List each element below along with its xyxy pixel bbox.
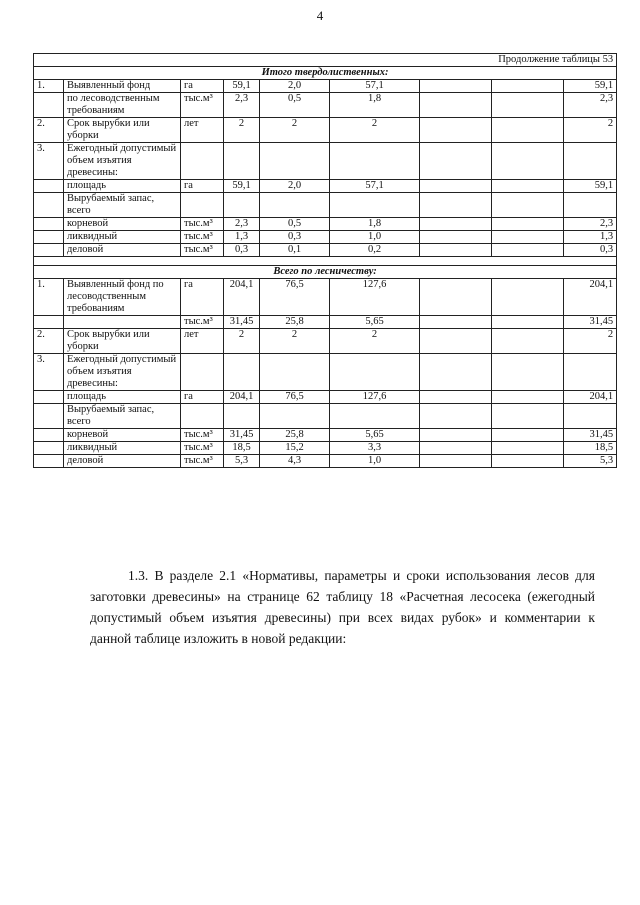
cell-c2: 0,1 xyxy=(260,244,330,257)
table-row xyxy=(34,354,617,391)
cell-c5 xyxy=(492,244,564,257)
cell-unit: тыс.м³ xyxy=(181,244,224,257)
cell-c6: 204,1 xyxy=(564,391,617,404)
cell-num xyxy=(34,429,64,442)
paragraph-text: 1.3. В разделе 2.1 «Нормативы, параметры и сроки использования лесов для заготовки древесины» на странице 62 таблицу 18 «Расчетная лесосека (ежегодный допустимый объем изъятия древесины) при всех видах рубок» и комментарии к данной таблице изложить в новой редакции: xyxy=(90,568,595,646)
cell-num xyxy=(34,244,64,257)
cell-name xyxy=(64,316,181,329)
cell-c2 xyxy=(260,354,330,391)
cell-c1 xyxy=(224,404,260,429)
cell-num xyxy=(34,316,64,329)
cell-c4 xyxy=(420,244,492,257)
cell-c2: 0,5 xyxy=(260,93,330,118)
cell-c1: 2,3 xyxy=(224,93,260,118)
cell-c5 xyxy=(492,404,564,429)
cell-unit: тыс.м³ xyxy=(181,429,224,442)
cell-c6: 59,1 xyxy=(564,180,617,193)
cell-c5 xyxy=(492,118,564,143)
cell-name: ликвидный xyxy=(64,231,181,244)
cell-c5 xyxy=(492,93,564,118)
cell-c3: 1,0 xyxy=(330,455,420,468)
cell-c6 xyxy=(564,193,617,218)
cell-name: Ежегодный допустимый объем изъятия древесины: xyxy=(64,143,181,180)
cell-num: 1. xyxy=(34,80,64,93)
cell-c1: 2 xyxy=(224,329,260,354)
cell-c6: 2 xyxy=(564,329,617,354)
cell-c2: 4,3 xyxy=(260,455,330,468)
cell-c4 xyxy=(420,180,492,193)
cell-c5 xyxy=(492,354,564,391)
cell-c1: 31,45 xyxy=(224,316,260,329)
cell-num xyxy=(34,193,64,218)
cell-c4 xyxy=(420,118,492,143)
cell-c5 xyxy=(492,391,564,404)
cell-c5 xyxy=(492,279,564,316)
cell-c1: 0,3 xyxy=(224,244,260,257)
cell-name: деловой xyxy=(64,244,181,257)
cell-num xyxy=(34,455,64,468)
cell-num: 3. xyxy=(34,354,64,391)
cell-c1: 5,3 xyxy=(224,455,260,468)
cell-name: Вырубаемый запас, всего xyxy=(64,404,181,429)
cell-unit: га xyxy=(181,391,224,404)
table-row xyxy=(34,231,617,244)
cell-c2: 0,3 xyxy=(260,231,330,244)
cell-c4 xyxy=(420,316,492,329)
cell-c6: 1,3 xyxy=(564,231,617,244)
cell-name: ликвидный xyxy=(64,442,181,455)
cell-c3: 1,8 xyxy=(330,218,420,231)
cell-num xyxy=(34,404,64,429)
cell-c1 xyxy=(224,143,260,180)
cell-num xyxy=(34,391,64,404)
table-row xyxy=(34,180,617,193)
cell-c3: 2 xyxy=(330,118,420,143)
cell-c3: 127,6 xyxy=(330,279,420,316)
cell-c6: 2 xyxy=(564,118,617,143)
cell-c5 xyxy=(492,329,564,354)
cell-num: 2. xyxy=(34,118,64,143)
cell-c4 xyxy=(420,193,492,218)
cell-c6: 204,1 xyxy=(564,279,617,316)
cell-c4 xyxy=(420,143,492,180)
page-number: 4 xyxy=(316,8,324,23)
cell-c2: 0,5 xyxy=(260,218,330,231)
table-row xyxy=(34,316,617,329)
cell-name: Срок вырубки или уборки xyxy=(64,118,181,143)
table-row xyxy=(34,404,617,429)
cell-c6: 5,3 xyxy=(564,455,617,468)
cell-c3: 0,2 xyxy=(330,244,420,257)
cell-c3: 57,1 xyxy=(330,180,420,193)
cell-num: 1. xyxy=(34,279,64,316)
cell-c3: 5,65 xyxy=(330,316,420,329)
cell-unit: тыс.м³ xyxy=(181,442,224,455)
cell-c1: 204,1 xyxy=(224,391,260,404)
cell-c1: 31,45 xyxy=(224,429,260,442)
cell-unit: га xyxy=(181,80,224,93)
data-table xyxy=(33,53,617,468)
cell-c1: 1,3 xyxy=(224,231,260,244)
cell-c1: 18,5 xyxy=(224,442,260,455)
cell-c2: 2 xyxy=(260,118,330,143)
cell-c5 xyxy=(492,143,564,180)
cell-c1: 2 xyxy=(224,118,260,143)
cell-c5 xyxy=(492,193,564,218)
cell-unit: тыс.м³ xyxy=(181,455,224,468)
cell-c4 xyxy=(420,279,492,316)
table-row xyxy=(34,391,617,404)
cell-c1 xyxy=(224,354,260,391)
cell-c2: 25,8 xyxy=(260,316,330,329)
table-row xyxy=(34,118,617,143)
cell-c1: 59,1 xyxy=(224,80,260,93)
cell-unit: тыс.м³ xyxy=(181,93,224,118)
table-continuation: Продолжение таблицы 53 xyxy=(34,54,617,67)
cell-c2 xyxy=(260,193,330,218)
cell-num: 3. xyxy=(34,143,64,180)
table-row xyxy=(34,429,617,442)
cell-c1: 2,3 xyxy=(224,218,260,231)
table-row xyxy=(34,143,617,180)
cell-unit xyxy=(181,143,224,180)
cell-c4 xyxy=(420,429,492,442)
cell-num xyxy=(34,93,64,118)
cell-num: 2. xyxy=(34,329,64,354)
cell-c5 xyxy=(492,455,564,468)
cell-c2: 76,5 xyxy=(260,279,330,316)
cell-c5 xyxy=(492,80,564,93)
cell-unit: лет xyxy=(181,118,224,143)
cell-name: Срок вырубки или уборки xyxy=(64,329,181,354)
table-row xyxy=(34,279,617,316)
cell-name: по лесоводственным требованиям xyxy=(64,93,181,118)
cell-unit xyxy=(181,354,224,391)
cell-c3 xyxy=(330,404,420,429)
cell-c6: 31,45 xyxy=(564,316,617,329)
cell-c6: 0,3 xyxy=(564,244,617,257)
cell-c3: 1,0 xyxy=(330,231,420,244)
cell-c3 xyxy=(330,193,420,218)
table-row xyxy=(34,244,617,257)
cell-c2: 2 xyxy=(260,329,330,354)
cell-c3: 127,6 xyxy=(330,391,420,404)
table-row xyxy=(34,455,617,468)
cell-c4 xyxy=(420,354,492,391)
cell-c3: 2 xyxy=(330,329,420,354)
cell-c5 xyxy=(492,180,564,193)
cell-c2: 25,8 xyxy=(260,429,330,442)
cell-c5 xyxy=(492,231,564,244)
cell-c6: 59,1 xyxy=(564,80,617,93)
cell-unit: тыс.м³ xyxy=(181,218,224,231)
cell-c2: 76,5 xyxy=(260,391,330,404)
cell-c6: 18,5 xyxy=(564,442,617,455)
cell-c2: 2,0 xyxy=(260,180,330,193)
cell-c4 xyxy=(420,404,492,429)
cell-name: площадь xyxy=(64,391,181,404)
cell-num xyxy=(34,442,64,455)
cell-c2 xyxy=(260,143,330,180)
cell-unit: га xyxy=(181,180,224,193)
cell-name: площадь xyxy=(64,180,181,193)
paragraph xyxy=(90,565,595,649)
table-row xyxy=(34,218,617,231)
cell-c3 xyxy=(330,354,420,391)
cell-name: корневой xyxy=(64,429,181,442)
cell-name: Выявленный фонд по лесоводственным требованиям xyxy=(64,279,181,316)
cell-name: деловой xyxy=(64,455,181,468)
cell-num xyxy=(34,218,64,231)
cell-unit: лет xyxy=(181,329,224,354)
cell-c1: 204,1 xyxy=(224,279,260,316)
cell-unit xyxy=(181,193,224,218)
cell-c3: 57,1 xyxy=(330,80,420,93)
cell-c4 xyxy=(420,231,492,244)
cell-num xyxy=(34,231,64,244)
cell-c1 xyxy=(224,193,260,218)
cell-unit: тыс.м³ xyxy=(181,231,224,244)
cell-name: Выявленный фонд xyxy=(64,80,181,93)
cell-c6: 2,3 xyxy=(564,93,617,118)
cell-c1: 59,1 xyxy=(224,180,260,193)
cell-c5 xyxy=(492,442,564,455)
cell-name: Ежегодный допустимый объем изъятия древесины: xyxy=(64,354,181,391)
cell-name: Вырубаемый запас, всего xyxy=(64,193,181,218)
cell-c6 xyxy=(564,354,617,391)
section-title: Всего по лесничеству: xyxy=(34,266,617,279)
cell-c6 xyxy=(564,404,617,429)
cell-c6: 31,45 xyxy=(564,429,617,442)
cell-c3 xyxy=(330,143,420,180)
cell-c5 xyxy=(492,429,564,442)
cell-name: корневой xyxy=(64,218,181,231)
table-row xyxy=(34,93,617,118)
section-title: Итого твердолиственных: xyxy=(34,67,617,80)
cell-unit: тыс.м³ xyxy=(181,316,224,329)
table-row xyxy=(34,193,617,218)
cell-c3: 3,3 xyxy=(330,442,420,455)
cell-c4 xyxy=(420,442,492,455)
section-spacer xyxy=(34,257,617,266)
table-row xyxy=(34,329,617,354)
cell-c5 xyxy=(492,316,564,329)
cell-c4 xyxy=(420,329,492,354)
cell-c6: 2,3 xyxy=(564,218,617,231)
cell-c6 xyxy=(564,143,617,180)
cell-unit: га xyxy=(181,279,224,316)
table-row xyxy=(34,442,617,455)
cell-num xyxy=(34,180,64,193)
cell-c2: 15,2 xyxy=(260,442,330,455)
cell-c3: 5,65 xyxy=(330,429,420,442)
cell-c2 xyxy=(260,404,330,429)
table-row xyxy=(34,80,617,93)
cell-c2: 2,0 xyxy=(260,80,330,93)
cell-c4 xyxy=(420,218,492,231)
cell-c4 xyxy=(420,93,492,118)
cell-unit xyxy=(181,404,224,429)
cell-c4 xyxy=(420,455,492,468)
cell-c4 xyxy=(420,80,492,93)
cell-c4 xyxy=(420,391,492,404)
cell-c5 xyxy=(492,218,564,231)
cell-c3: 1,8 xyxy=(330,93,420,118)
